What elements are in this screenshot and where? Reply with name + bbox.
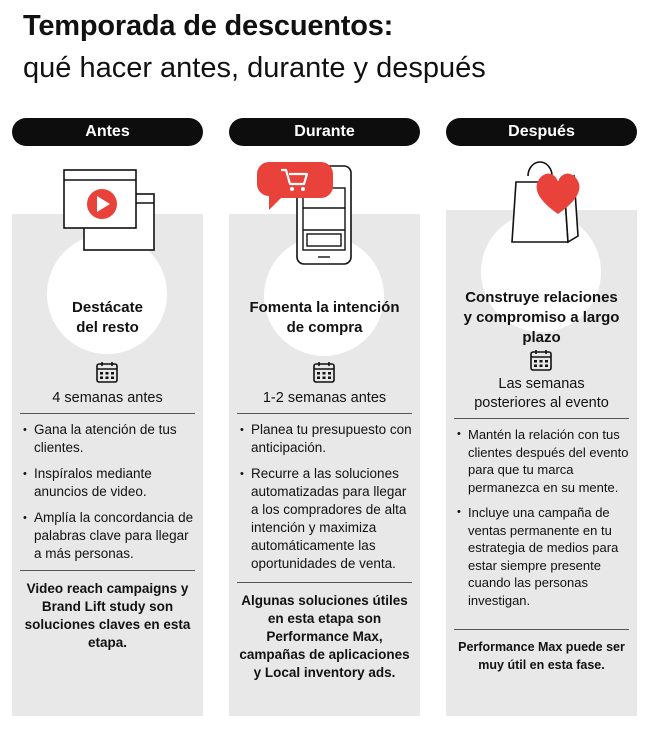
list-item: • Amplía la concordancia de palabras clave para llegar a más personas. bbox=[20, 509, 198, 563]
list-item: • Incluye una campaña de ventas permanente en tu estrategia de medios para estar siempre presente cuando las personas investigan. bbox=[454, 504, 632, 609]
divider bbox=[454, 629, 629, 630]
list-item: • Inspíralos mediante anuncios de video. bbox=[20, 465, 198, 501]
divider bbox=[20, 570, 195, 571]
divider bbox=[454, 418, 629, 419]
calendar-icon bbox=[312, 360, 336, 384]
video-browser-icon bbox=[12, 162, 203, 252]
calendar-icon bbox=[529, 348, 553, 372]
divider bbox=[237, 582, 412, 583]
footer-note-antes: Video reach campaigns y Brand Lift study son soluciones claves en esta etapa. bbox=[24, 581, 191, 650]
column-antes bbox=[12, 118, 203, 650]
bullet-list-antes bbox=[20, 421, 198, 571]
column-durante bbox=[229, 118, 420, 680]
footer-note-durante: Algunas soluciones útiles en esta etapa son Performance Max, campañas de aplicaciones y Local inventory ads. bbox=[239, 593, 410, 680]
bullet-list-durante bbox=[237, 421, 415, 581]
list-item: • Recurre a las soluciones automatizadas para llegar a los compradores de alta intención y maximiza automáticamente las oportunidades de venta. bbox=[237, 465, 415, 573]
page-title: Temporada de descuentos: bbox=[23, 10, 394, 42]
bullet-list-despues bbox=[454, 426, 632, 617]
heading-antes: Destácate del resto bbox=[72, 299, 143, 336]
divider bbox=[237, 413, 412, 414]
timing-durante: 1-2 semanas antes bbox=[262, 390, 387, 406]
shopping-bag-heart-icon bbox=[446, 154, 637, 244]
list-item: • Mantén la relación con tus clientes después del evento para que tu marca permanezca en su mente. bbox=[454, 426, 632, 496]
stage-label-despues: Después bbox=[446, 118, 637, 146]
calendar-icon bbox=[95, 360, 119, 384]
timing-antes: 4 semanas antes bbox=[52, 390, 163, 406]
mobile-cart-icon bbox=[229, 158, 420, 268]
timing-despues: Las semanas posteriores al evento bbox=[474, 376, 609, 411]
heading-durante: Fomenta la intención de compra bbox=[249, 299, 400, 336]
list-item: • Planea tu presupuesto con anticipación. bbox=[237, 421, 415, 457]
page-subtitle: qué hacer antes, durante y después bbox=[23, 52, 486, 84]
stage-label-antes: Antes bbox=[12, 118, 203, 146]
heading-despues: Construye relaciones y compromiso a largo plazo bbox=[463, 289, 620, 346]
divider bbox=[20, 413, 195, 414]
footer-note-despues: Performance Max puede ser muy útil en esta fase. bbox=[458, 640, 625, 672]
stage-label-durante: Durante bbox=[229, 118, 420, 146]
list-item: • Gana la atención de tus clientes. bbox=[20, 421, 198, 457]
column-despues bbox=[446, 118, 637, 672]
